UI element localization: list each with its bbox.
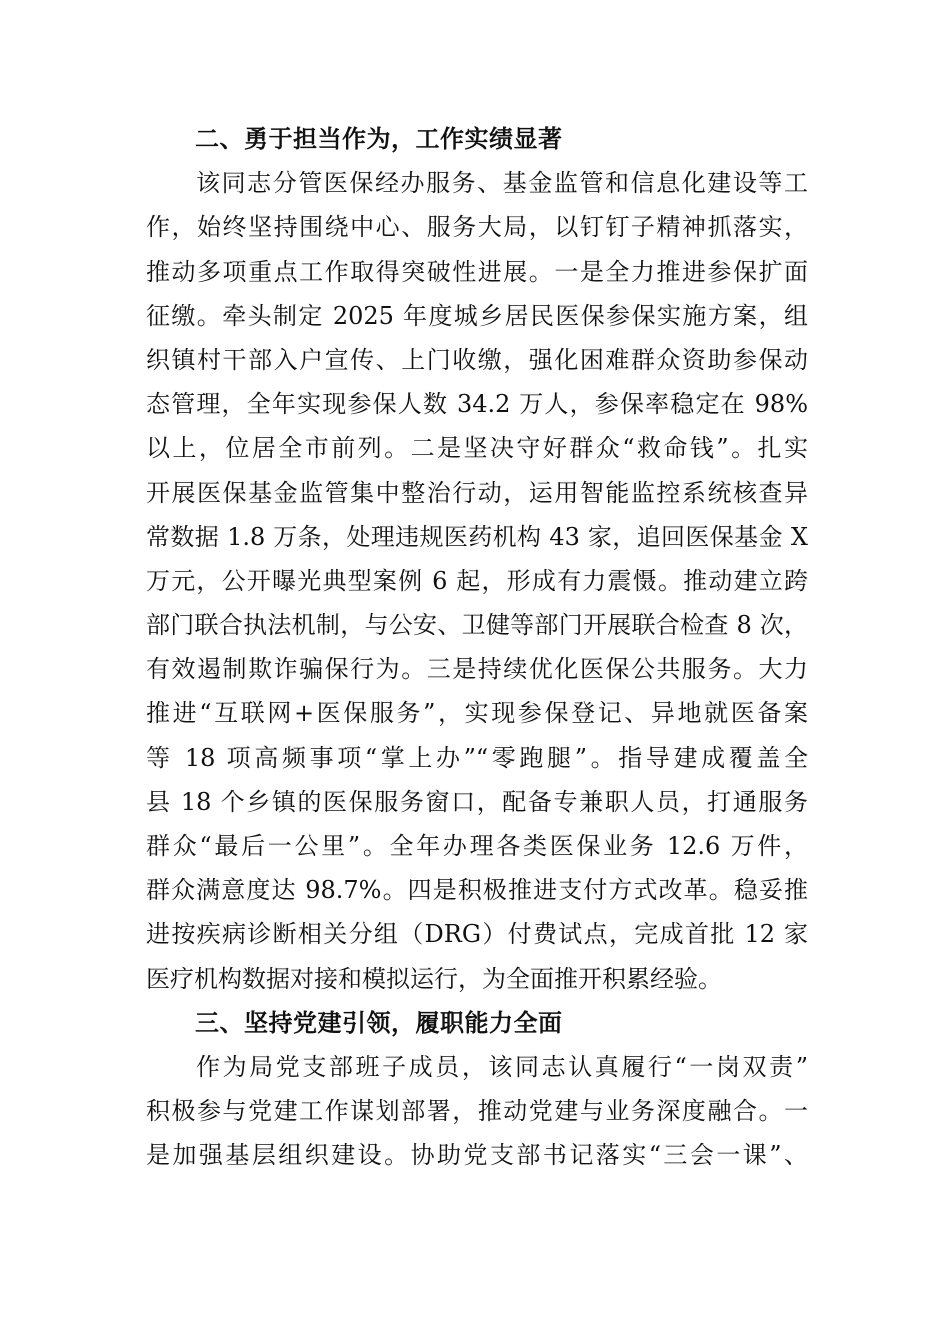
paragraph-line: 群众满意度达 98.7%。四是积极推进支付方式改革。稳妥推 [146,876,808,905]
paragraph-line: 织镇村干部入户宣传、上门收缴，强化困难群众资助参保动 [146,345,808,374]
paragraph-line: 以上，位居全市前列。二是坚决守好群众“救命钱”。扎实 [146,434,808,463]
paragraph-line: 该同志分管医保经办服务、基金监管和信息化建设等工 [196,169,808,198]
paragraph-line: 是加强基层组织建设。协助党支部书记落实“三会一课”、 [146,1141,808,1170]
paragraph-line: 县 18 个乡镇的医保服务窗口，配备专兼职人员，打通服务 [146,787,808,816]
section-heading-3: 三、坚持党建引领，履职能力全面 [195,1008,563,1037]
paragraph-line: 推动多项重点工作取得突破性进展。一是全力推进参保扩面 [146,257,808,286]
paragraph-line-last: 医疗机构数据对接和模拟运行，为全面推开积累经验。 [146,964,722,993]
paragraph-line: 有效遏制欺诈骗保行为。三是持续优化医保公共服务。大力 [146,655,808,684]
paragraph-line: 进按疾病诊断相关分组（DRG）付费试点，完成首批 12 家 [146,920,808,949]
paragraph-line: 态管理，全年实现参保人数 34.2 万人，参保率稳定在 98% [146,390,808,419]
paragraph-line: 作，始终坚持围绕中心、服务大局，以钉钉子精神抓落实， [146,213,808,242]
paragraph-line: 作为局党支部班子成员，该同志认真履行“一岗双责” [196,1052,808,1081]
paragraph-line: 征缴。牵头制定 2025 年度城乡居民医保参保实施方案，组 [146,301,808,330]
paragraph-line: 群众“最后一公里”。全年办理各类医保业务 12.6 万件， [146,832,808,860]
paragraph-line: 部门联合执法机制，与公安、卫健等部门开展联合检查 8 次， [146,611,808,640]
paragraph-line: 开展医保基金监管集中整治行动，运用智能监控系统核查异 [146,478,808,507]
paragraph-line: 等 18 项高频事项“掌上办”“零跑腿”。指导建成覆盖全 [146,743,808,772]
paragraph-line: 积极参与党建工作谋划部署，推动党建与业务深度融合。一 [146,1097,808,1126]
paragraph-line: 推进“互联网+医保服务”，实现参保登记、异地就医备案 [146,699,808,728]
section-heading-2: 二、勇于担当作为，工作实绩显著 [195,125,563,153]
paragraph-line: 常数据 1.8 万条，处理违规医药机构 43 家，追回医保基金 X [146,522,808,551]
paragraph-line: 万元，公开曝光典型案例 6 起，形成有力震慑。推动建立跨 [146,566,808,595]
